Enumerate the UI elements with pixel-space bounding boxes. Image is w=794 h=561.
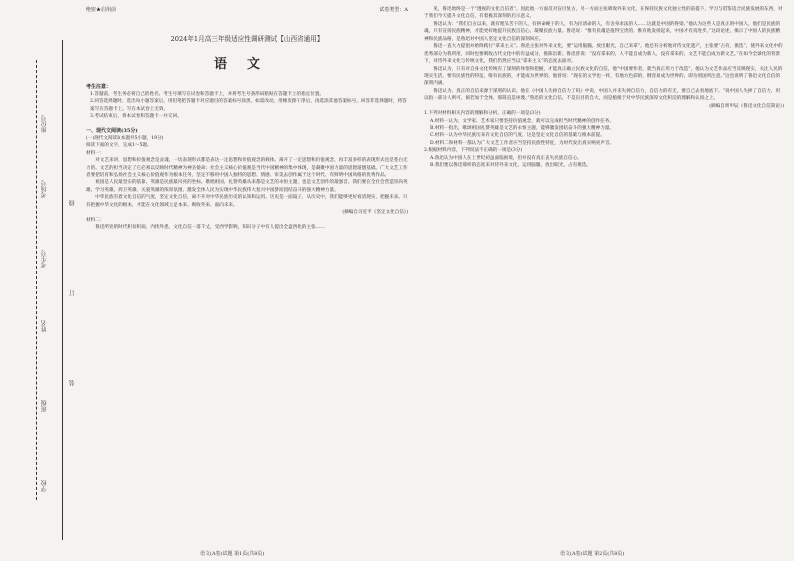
binding-dashed-line	[36, 60, 37, 500]
binding-strip	[0, 0, 90, 561]
question-1-option-d: D.材料二和材料一都认为广大文艺工作者应当坚持民族性特征，为时代发出真实响亮声音。	[430, 140, 615, 146]
notice-item: 2.回答选择题时，选出每小题答案后，用铅笔把答题卡对应题目的答案标号涂黑。如需改动，用橡皮擦干净后，再选涂其他答案标号。回答非选择题时，将答案写在答题卡上。写在本试卷上无效。	[90, 99, 407, 112]
material-2-start: 鲁迅所处的时代积贫积弱，内忧外患，文化自信一落千丈，受西学影响，知识分子中有人提出全盘西化的主张……	[95, 225, 325, 230]
page-2	[424, 6, 784, 170]
material-2-paragraph: 鲁迅认为：“我们自古以来，就有埋头苦干的人，有拼命硬干的人，有为民请命的人，有舍身求法的人……这就是中国的脊梁。”他认为这些人是真正的中国人，他们是民族的魂，只有宣扬民族精神，才能更好地提升民族自信心，凝聚民族力量。鲁迅说：“惟有民魂是值得宝贵的，惟有他发扬起来，中国才有真进步。”这段论述，揭示了中国人的民族精神和民族品格，是鲁迅对中国人坚定文化自信的深刻回应。	[424, 21, 781, 42]
question-2-stem: 2.根据材料内容，下列说法不正确的一项是(3分)	[424, 148, 523, 154]
material-2-label: 材料二：	[86, 217, 105, 223]
question-2-option-b: B.我们要以鲁迅那样的态度来对待外来文化，运用脑髓，放出眼光，占有挑选。	[430, 163, 592, 169]
material-1-paragraph: 对文艺来讲，思想和价值观念是灵魂，一切表现形式都是表达一定思想和价值观念的载体。离开了一定思想和价值观念，再丰富多样的表现形式也是苍白无力的。文艺的担当决定了它必须以反映时代精神为神圣使命；社会主义核心价值观是当代中国精神的集中体现，是凝聚中国力量的思想道德基础。广大文艺工作者要把培育和弘扬社会主义核心价值观作为根本任务，坚定不移用中国人独特的思想、情感、审美去创作属于这个时代、有鲜明中国风格的优秀作品。	[86, 158, 408, 178]
question-1-option-c: C.材料一认为中华民族历来有文化自信的气度，这是坚定文化自信的基础与根本前提。	[430, 133, 605, 139]
material-2-paragraph: 鲁迅认为，只有对自身文化传统有了深刻的体悟和把握，才能真正确立民族文化的自信，他“中国要作者，就当真正用力于改造”，他认为文艺作品应当反映现实，关注人民的现实生活，要有民族性的特征，唯有民族的，才能成为世界的。他曾说：“现在的文学也一样，有地方色彩的，倒容易成为世界的，即为别国所注意。”这也说明了鲁迅文化自信的深刻内涵。	[424, 66, 783, 87]
question-1-option-b: B.材料一指出，歌颂祖国礼赞英雄是文艺的永恒主题，能够激发团结奋斗的强大精神力量。	[430, 126, 614, 131]
page-1-top-row	[86, 6, 408, 14]
subsection-title: (一)现代文阅读Ⅰ(本题共5小题，19分)	[86, 135, 164, 141]
paper-type-label: 试卷类型：A	[379, 7, 408, 13]
mark-bind: 订	[69, 290, 76, 296]
question-1-option-a: A.材料一认为，文学家、艺术家只要坚持价值观念，就可以完成担当时代精神的创作任务。	[430, 118, 614, 124]
notice-title: 考生注意：	[86, 83, 112, 90]
field-class: 班级	[41, 400, 48, 412]
notice-block	[86, 83, 408, 121]
notice-item: 3.考试结束后，将本试卷和答题卡一并交回。	[90, 114, 182, 120]
question-2-option-a: A.鲁迅认为中国人在上世纪初虽面临困境，但并没有真正丧失民族自信心。	[430, 155, 582, 161]
material-1-paragraph: 中华民族有着文化自信的气度，坚定文化自信，离不开对中华民族历史的认知和运用。历史是一面镜子，从历史中，我们能够更好看清现实、把握未来。只有把握中华文化的根本，才能在文化领域立足本来、吸收外来、面向未来。	[86, 195, 408, 208]
field-seat-no: 座位号	[41, 115, 48, 133]
exam-title: 2024年1月高三年级适应性调研测试【山西省通用】	[170, 35, 324, 44]
material-2-source: (摘编自周甲辰《鲁迅文化自信简论》)	[709, 103, 784, 109]
mark-line: 线	[69, 200, 76, 206]
page-1	[86, 6, 408, 231]
field-candidate-no: 考生号	[41, 250, 48, 268]
mark-fix: 装	[69, 380, 76, 386]
footer-page-1: 语文(A卷)试题 第1页(共8页)	[200, 551, 265, 557]
section-title: 一、现代文阅读(35分)	[86, 127, 138, 134]
material-1-source: (摘编自习近平《坚定文化自信》)	[342, 210, 408, 216]
material-1-paragraph: 祖国是人民最坚实的依靠，英雄是民族最闪亮的坐标。歌唱祖国、礼赞英雄从来都是文艺的永恒主题，也是文艺创作的最强音。我们要在全社会营造崇尚英雄、学习英雄、捍卫英雄、关爱英雄的浓厚氛围，激发全体人民为实现中华民族伟大复兴中国梦而团结奋斗的强大精神力量。	[86, 180, 408, 193]
question-1-stem: 1.下列对材料相关内容的理解和分析，正确的一项是(3分)	[424, 111, 541, 117]
field-name: 姓名	[41, 320, 48, 332]
notice-item: 1.答题前，考生务必将自己的姓名、考生号填写在试卷和答题卡上，并将考生号条形码粘贴在答题卡上的指定位置。	[90, 91, 325, 97]
footer-page-2: 语文(A卷)试题 第2页(共8页)	[560, 551, 625, 557]
material-1-label: 材料一：	[86, 150, 105, 156]
material-2-paragraph: 鲁迅认为，真正的自信来源于深刻的认识。他在《中国人失掉自信力了吗》中说，中国人并未失掉自信力，自信力的有无，要自己去看地底下。“说中国人失掉了自信力，用以指一部分人则可，倘若加于全体，那简直是诬蔑。”鲁迅的文化自信，不是盲目的自大，而是植根于对中华民族深厚文化积淀的理解和认同之上。	[424, 88, 781, 102]
binding-line	[62, 40, 63, 540]
secret-label: 绝密★启用前	[86, 7, 117, 13]
field-room-no: 考场号	[41, 180, 48, 198]
subject-title: 语文	[213, 56, 280, 72]
material-2-paragraph: 见，鲁迅始终是一个“透视的文化自信者”。因此他一方面反对盲目复古，另一方面主张吸收外来文化，在保持民族文化独立性的前提下，学习与借鉴适合民族发展的东西，对于我们今天提升文化自信，有着极其深刻的启示意义。	[424, 7, 783, 20]
field-school: 学校	[41, 480, 48, 492]
material-2-paragraph: 鲁迅一直大力提倡并始终践行“拿来主义”。鲁迅主张对外来文化，要“运用脑髓，放出眼光，自己来拿”。他还有分析地对待文化遗产，主张要“占有，挑选”，使外来文化中的优秀部分为我所用，同时也要吸收古代文化中的有益成分，推陈出新。鲁迅曾说：“没有拿来的，人不能自成为新人，没有拿来的，文艺不能自成为新文艺。”在如今全球化的背景下，对待外来文化与传统文化，我们仍然应当以“拿来主义”的态度去面对。	[424, 44, 783, 65]
instruction: 阅读下面的文字，完成1～5题。	[86, 143, 152, 149]
